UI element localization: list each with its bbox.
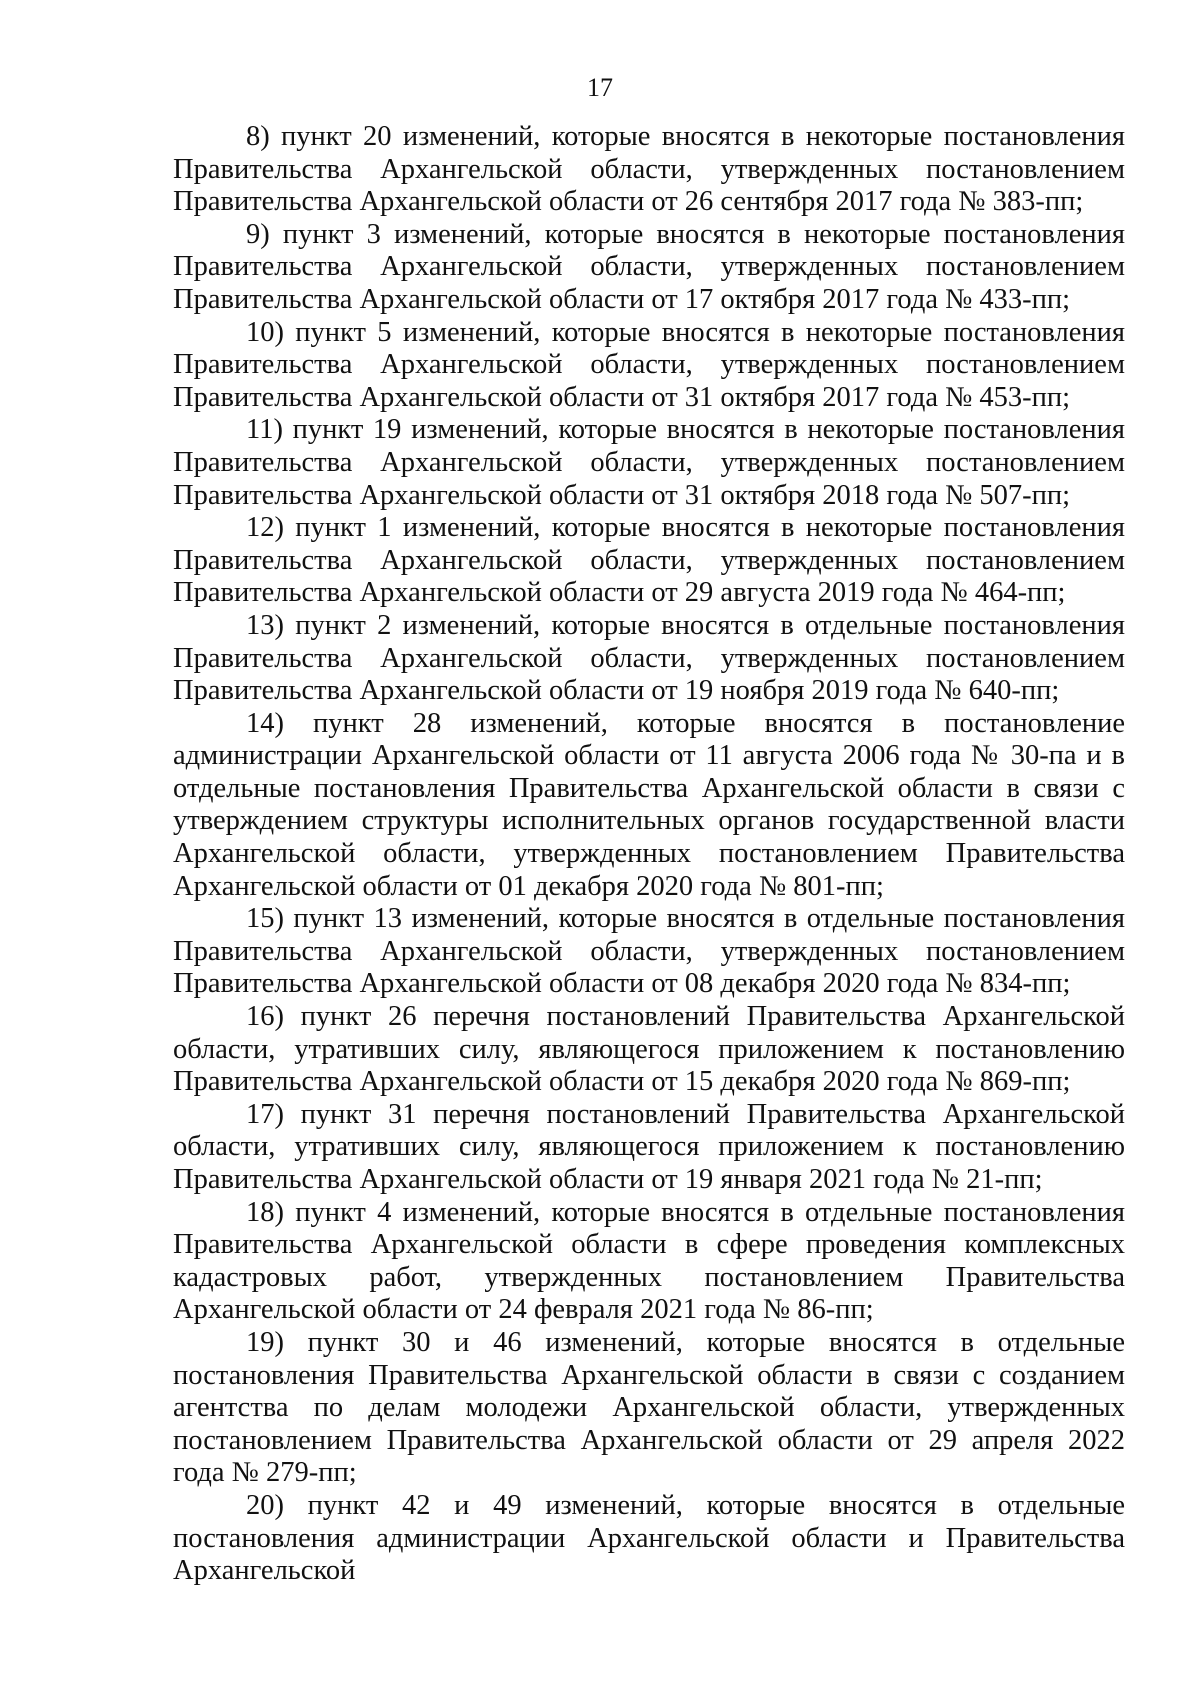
list-item-8: 8) пункт 20 изменений, которые вносятся в некоторые постановления Правительства Архангельской области, утвержденных постановлением Правительства Архангельской области от 26 сентября 2017 года № 383-пп; [173,121,1125,218]
list-item-9: 9) пункт 3 изменений, которые вносятся в некоторые постановления Правительства Архангельской области, утвержденных постановлением Правительства Архангельской области от 17 октября 2017 года № 433-пп; [173,218,1125,315]
list-item-17: 17) пункт 31 перечня постановлений Правительства Архангельской области, утративших силу, являющегося приложением к постановлению Правительства Архангельской области от 19 января 2021 года № 21-пп; [173,1098,1125,1195]
list-item-11: 11) пункт 19 изменений, которые вносятся в некоторые постановления Правительства Архангельской области, утвержденных постановлением Правительства Архангельской области от 31 октября 2018 года № 507-пп; [173,414,1125,511]
page-number: 17 [587,73,613,102]
list-item-18: 18) пункт 4 изменений, которые вносятся в отдельные постановления Правительства Архангельской области в сфере проведения комплексных кадастровых работ, утвержденных постановлением Правительства Архангельской области от 24 февраля 2021 года № 86-пп; [173,1196,1125,1326]
list-item-20: 20) пункт 42 и 49 изменений, которые вносятся в отдельные постановления администрации Архангельской области и Правительства Архангельской [173,1489,1125,1587]
list-item-15: 15) пункт 13 изменений, которые вносятся в отдельные постановления Правительства Архангельской области, утвержденных постановлением Правительства Архангельской области от 08 декабря 2020 года № 834-пп; [173,903,1125,1000]
list-item-12: 12) пункт 1 изменений, которые вносятся в некоторые постановления Правительства Архангельской области, утвержденных постановлением Правительства Архангельской области от 29 августа 2019 года № 464-пп; [173,512,1125,609]
list-item-14: 14) пункт 28 изменений, которые вносятся в постановление администрации Архангельской области от 11 августа 2006 года № 30-па и в отдельные постановления Правительства Архангельской области в связи с утверждением структуры исполнительных органов государственной власти Архангельской области, утвержденных постановлением Правительства Архангельской области от 01 декабря 2020 года № 801-пп; [173,707,1125,902]
list-item-16: 16) пункт 26 перечня постановлений Правительства Архангельской области, утративших силу, являющегося приложением к постановлению Правительства Архангельской области от 15 декабря 2020 года № 869-пп; [173,1001,1125,1098]
list-item-10: 10) пункт 5 изменений, которые вносятся в некоторые постановления Правительства Архангельской области, утвержденных постановлением Правительства Архангельской области от 31 октября 2017 года № 453-пп; [173,316,1125,413]
list-item-13: 13) пункт 2 изменений, которые вносятся в отдельные постановления Правительства Архангельской области, утвержденных постановлением Правительства Архангельской области от 19 ноября 2019 года № 640-пп; [173,609,1125,707]
document-body [173,121,1125,1588]
list-item-19: 19) пункт 30 и 46 изменений, которые вносятся в отдельные постановления Правительства Архангельской области в связи с созданием агентства по делам молодежи Архангельской области, утвержденных постановлением Правительства Архангельской области от 29 апреля 2022 года № 279-пп; [173,1326,1125,1489]
